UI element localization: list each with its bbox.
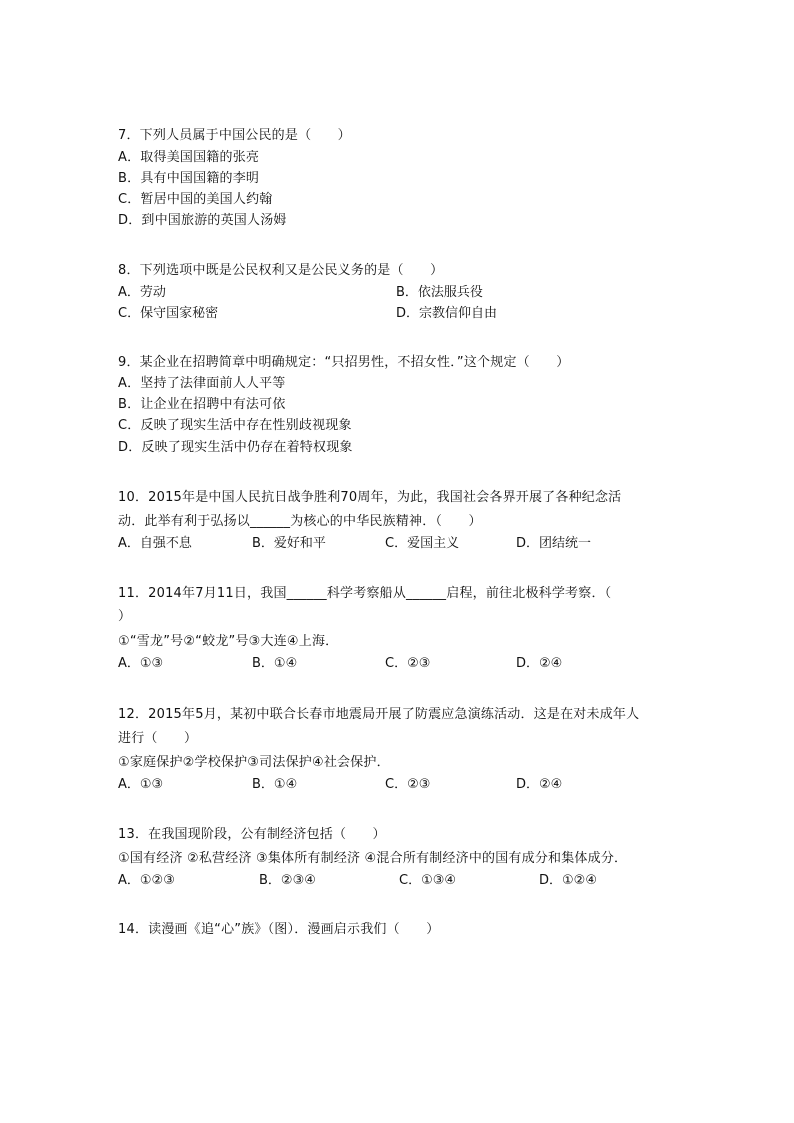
question-12-option-b: B．①④ bbox=[252, 777, 298, 792]
question-11-items: ①“雪龙”号②“蛟龙”号③大连④上海． bbox=[118, 634, 339, 649]
question-11-stem-line-2: ） bbox=[118, 609, 132, 624]
question-10-option-b: B．爱好和平 bbox=[252, 536, 326, 551]
question-9-option-a: A．坚持了法律面前人人平等 bbox=[118, 376, 286, 391]
question-10-stem-line-1: 10．2015年是中国人民抗日战争胜利70周年，为此，我国社会各界开展了各种纪念活 bbox=[118, 490, 622, 505]
question-12-stem-line-1: 12．2015年5月，某初中联合长春市地震局开展了防震应急演练活动．这是在对未成年人 bbox=[118, 707, 640, 722]
question-10-option-c: C．爱国主义 bbox=[385, 536, 460, 551]
question-11-option-a: A．①③ bbox=[118, 656, 164, 671]
question-9-option-b: B．让企业在招聘中有法可依 bbox=[118, 397, 286, 412]
question-12-option-c: C．②③ bbox=[385, 777, 431, 792]
question-13-stem: 13．在我国现阶段，公有制经济包括（ ） bbox=[118, 827, 386, 842]
question-8-option-b: B．依法服兵役 bbox=[396, 285, 483, 300]
question-13-option-a: A．①②③ bbox=[118, 873, 175, 888]
question-11-stem-line-1: 11．2014年7月11日，我国______科学考察船从______启程，前往北极科学考察．（ bbox=[118, 586, 612, 601]
question-14-stem: 14．读漫画《追“心”族》（图）．漫画启示我们（ ） bbox=[118, 922, 440, 937]
question-8-option-c: C．保守国家秘密 bbox=[118, 306, 219, 321]
question-7-option-a: A．取得美国国籍的张亮 bbox=[118, 150, 260, 165]
question-10-option-d: D．团结统一 bbox=[516, 536, 592, 551]
question-7-option-c: C．暂居中国的美国人约翰 bbox=[118, 192, 273, 207]
question-12-option-a: A．①③ bbox=[118, 777, 164, 792]
question-7-option-b: B．具有中国国籍的李明 bbox=[118, 171, 260, 186]
question-9-option-c: C．反映了现实生活中存在性别歧视现象 bbox=[118, 418, 352, 433]
question-11-option-b: B．①④ bbox=[252, 656, 298, 671]
question-12-option-d: D．②④ bbox=[516, 777, 563, 792]
question-12-stem-line-2: 进行（ ） bbox=[118, 731, 198, 746]
question-13-option-c: C．①③④ bbox=[399, 873, 457, 888]
question-9-option-d: D．反映了现实生活中仍存在着特权现象 bbox=[118, 440, 353, 455]
question-10-option-a: A．自强不息 bbox=[118, 536, 192, 551]
question-13-option-b: B．②③④ bbox=[259, 873, 316, 888]
question-7-option-d: D．到中国旅游的英国人汤姆 bbox=[118, 213, 287, 228]
question-10-stem-line-2: 动．此举有利于弘扬以______为核心的中华民族精神．（ ） bbox=[118, 514, 482, 529]
question-8-stem: 8．下列选项中既是公民权利又是公民义务的是（ ） bbox=[118, 263, 444, 278]
question-12-items: ①家庭保护②学校保护③司法保护④社会保护． bbox=[118, 755, 390, 770]
question-8-option-a: A．劳动 bbox=[118, 285, 166, 300]
question-11-option-d: D．②④ bbox=[516, 656, 563, 671]
question-8-option-d: D．宗教信仰自由 bbox=[396, 306, 498, 321]
question-13-option-d: D．①②④ bbox=[539, 873, 597, 888]
question-11-option-c: C．②③ bbox=[385, 656, 431, 671]
question-7-stem: 7．下列人员属于中国公民的是（ ） bbox=[118, 128, 351, 143]
question-9-stem: 9．某企业在招聘简章中明确规定：“只招男性，不招女性．”这个规定（ ） bbox=[118, 355, 570, 370]
question-13-items: ①国有经济 ②私营经济 ③集体所有制经济 ④混合所有制经济中的国有成分和集体成分． bbox=[118, 851, 628, 866]
